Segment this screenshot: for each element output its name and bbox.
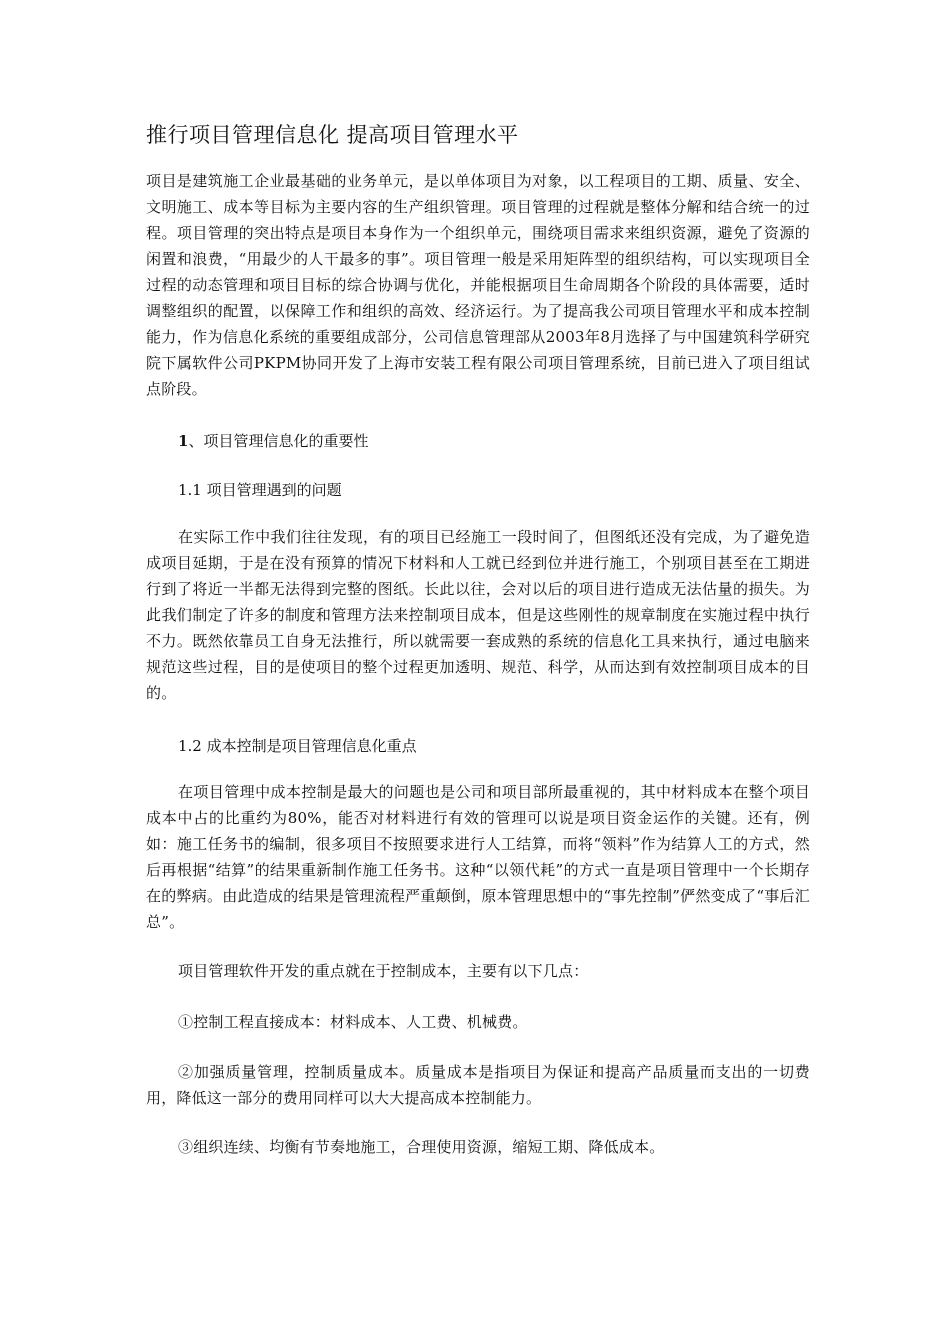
focus-paragraph: 项目管理软件开发的重点就在于控制成本，主要有以下几点：: [178, 962, 589, 980]
section-1-1-heading: 1.1 项目管理遇到的问题: [178, 481, 342, 499]
section-1-2-heading: 1.2 成本控制是项目管理信息化重点: [178, 737, 417, 755]
document-title: 推行项目管理信息化 提高项目管理水平: [146, 123, 519, 147]
section-1-2-paragraph: 在项目管理中成本控制是最大的问题也是公司和项目部所最重视的，其中材料成本在整个项目成本中占的比重约为80%，能否对材料进行有效的管理可以说是项目资金运作的关键。还有，例如：施工任务书的编制，很多项目不按照要求进行人工结算，而将“领料”作为结算人工的方式，然后再根据“结算”的结果重新制作施工任务书。这种“以领代耗”的方式一直是项目管理中一个长期存在的弊病。由此造成的结果是管理流程严重颠倒，原本管理思想中的“事先控制”俨然变成了“事后汇总”。: [146, 783, 810, 931]
section-1-number: 1: [178, 432, 189, 450]
point-3-paragraph: ③组织连续、均衡有节奏地施工，合理使用资源，缩短工期、降低成本。: [178, 1138, 665, 1156]
section-1-title: 、项目管理信息化的重要性: [188, 432, 369, 450]
point-2-paragraph: ②加强质量管理，控制质量成本。质量成本是指项目为保证和提高产品质量而支出的一切费用，降低这一部分的费用同样可以大大提高成本控制能力。: [146, 1063, 810, 1107]
section-1-heading: [178, 428, 798, 454]
section-1-1-paragraph: 在实际工作中我们往往发现，有的项目已经施工一段时间了，但图纸还没有完成，为了避免造成项目延期，于是在没有预算的情况下材料和人工就已经到位并进行施工，个别项目甚至在工期进行到了将近一半都无法得到完整的图纸。长此以往，会对以后的项目进行造成无法估量的损失。为此我们制定了许多的制度和管理方法来控制项目成本，但是这些刚性的规章制度在实施过程中执行不力。既然依靠员工自身无法推行，所以就需要一套成熟的系统的信息化工具来执行，通过电脑来规范这些过程，目的是使项目的整个过程更加透明、规范、科学，从而达到有效控制项目成本的目的。: [146, 528, 810, 702]
point-1-paragraph: ①控制工程直接成本：材料成本、人工费、机械费。: [178, 1013, 528, 1031]
intro-paragraph: 项目是建筑施工企业最基础的业务单元，是以单体项目为对象，以工程项目的工期、质量、安全、文明施工、成本等目标为主要内容的生产组织管理。项目管理的过程就是整体分解和结合统一的过程。项目管理的突出特点是项目本身作为一个组织单元，围绕项目需求来组织资源，避免了资源的闲置和浪费，“用最少的人干最多的事”。项目管理一般是采用矩阵型的组织结构，可以实现项目全过程的动态管理和项目目标的综合协调与优化，并能根据项目生命周期各个阶段的具体需要，适时调整组织的配置，以保障工作和组织的高效、经济运行。为了提高我公司项目管理水平和成本控制能力，作为信息化系统的重要组成部分，公司信息管理部从2003年8月选择了与中国建筑科学研究院下属软件公司PKPM协同开发了上海市安装工程有限公司项目管理系统，目前已进入了项目组试点阶段。: [146, 172, 810, 398]
